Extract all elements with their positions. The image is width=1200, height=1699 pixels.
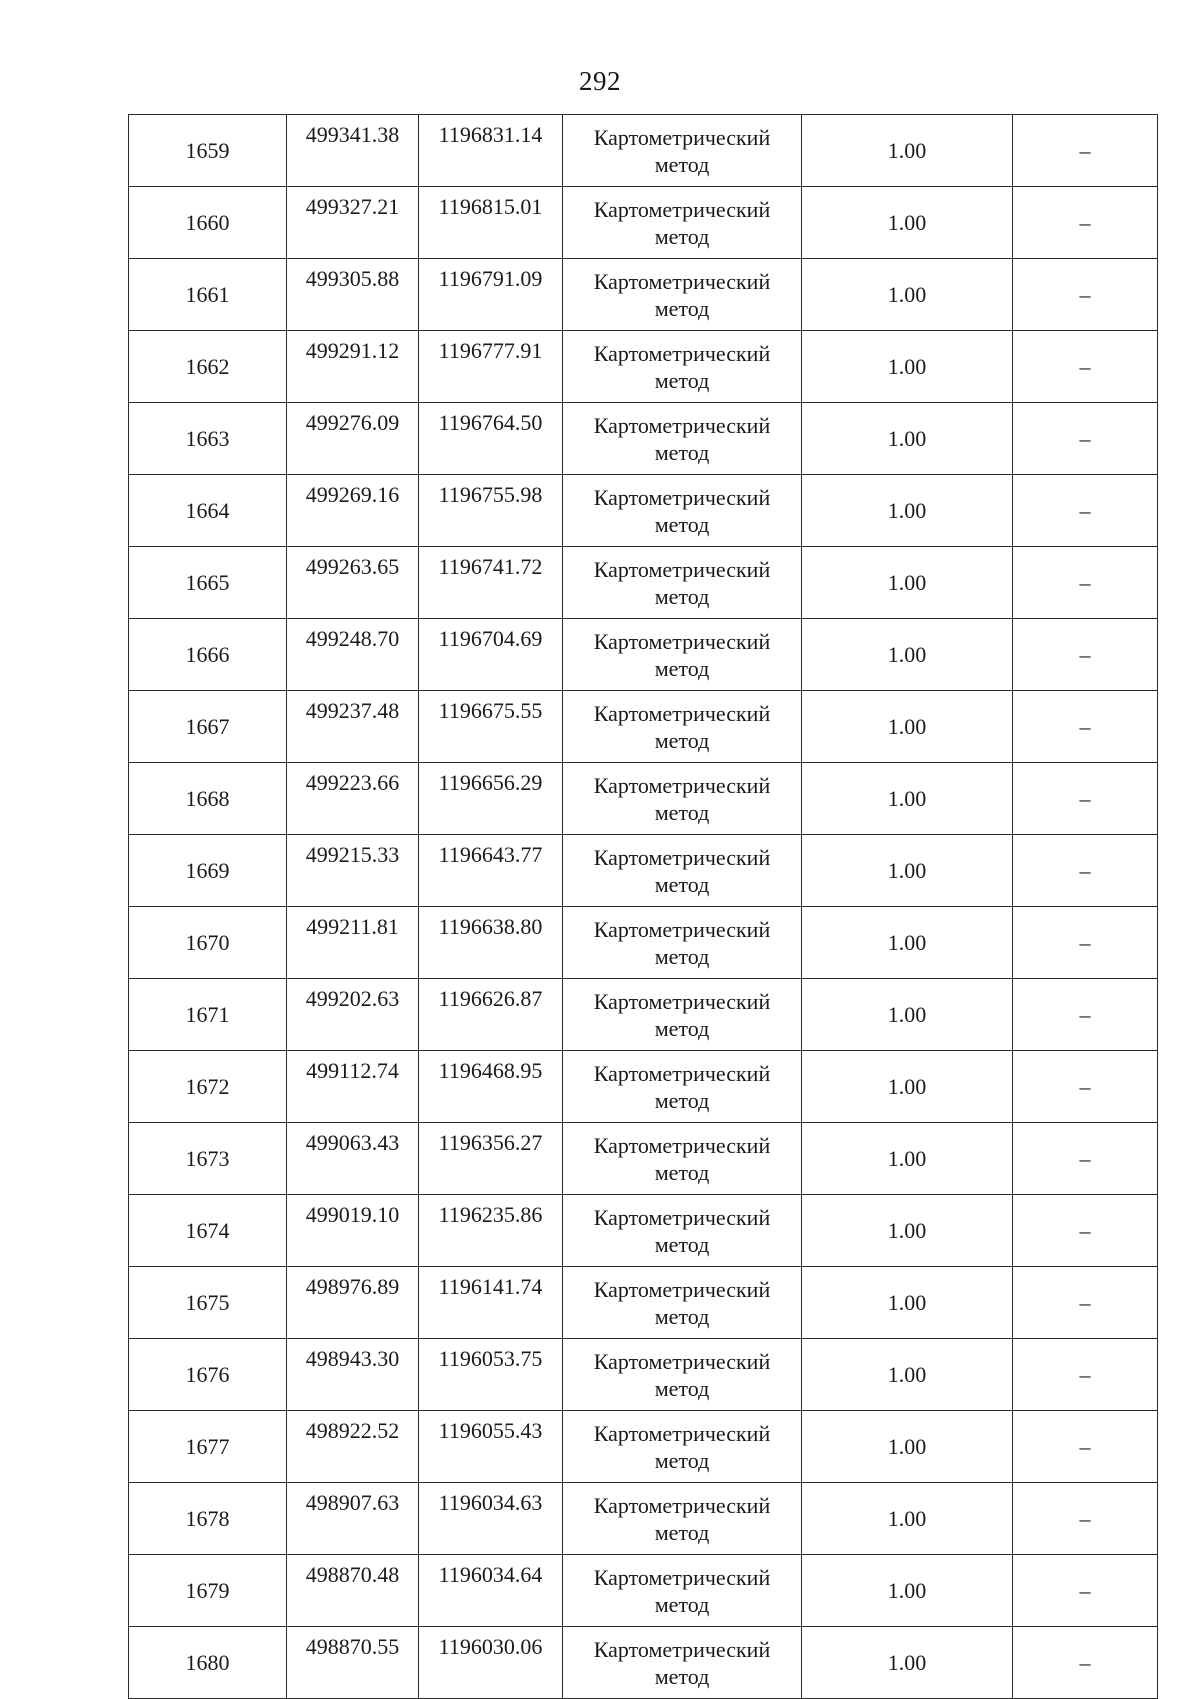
- point-number-cell: 1675: [129, 1267, 287, 1339]
- y-coordinate-cell: 1196034.63: [419, 1483, 563, 1555]
- accuracy-cell: 1.00: [802, 1339, 1013, 1411]
- method-text-line-2: метод: [654, 655, 710, 681]
- point-number-cell: 1670: [129, 907, 287, 979]
- table-row: [129, 835, 1158, 907]
- point-number-cell: 1680: [129, 1627, 287, 1699]
- description-cell: –: [1013, 619, 1158, 691]
- description-cell: –: [1013, 547, 1158, 619]
- description-cell: –: [1013, 403, 1158, 475]
- method-text-line-1: Картометрический: [593, 628, 771, 654]
- description-cell: –: [1013, 1051, 1158, 1123]
- accuracy-cell: 1.00: [802, 907, 1013, 979]
- y-coordinate-cell: 1196815.01: [419, 187, 563, 259]
- method-text-line-2: метод: [654, 223, 710, 249]
- description-cell: –: [1013, 1483, 1158, 1555]
- accuracy-cell: 1.00: [802, 763, 1013, 835]
- y-coordinate-cell: 1196764.50: [419, 403, 563, 475]
- x-coordinate-cell: 498870.55: [287, 1627, 419, 1699]
- description-cell: –: [1013, 691, 1158, 763]
- point-number-cell: 1677: [129, 1411, 287, 1483]
- x-coordinate-cell: 498870.48: [287, 1555, 419, 1627]
- table-row: [129, 1627, 1158, 1699]
- y-coordinate-cell: 1196831.14: [419, 115, 563, 187]
- y-coordinate-cell: 1196656.29: [419, 763, 563, 835]
- method-cell: [563, 1123, 802, 1195]
- table-row: [129, 259, 1158, 331]
- point-number-cell: 1672: [129, 1051, 287, 1123]
- accuracy-cell: 1.00: [802, 979, 1013, 1051]
- method-text-line-2: метод: [654, 367, 710, 393]
- description-cell: –: [1013, 187, 1158, 259]
- method-cell: [563, 835, 802, 907]
- point-number-cell: 1664: [129, 475, 287, 547]
- coordinates-table: [128, 114, 1158, 1699]
- page-number: 292: [579, 66, 621, 96]
- method-cell: [563, 1051, 802, 1123]
- accuracy-cell: 1.00: [802, 1483, 1013, 1555]
- x-coordinate-cell: 499327.21: [287, 187, 419, 259]
- y-coordinate-cell: 1196053.75: [419, 1339, 563, 1411]
- y-coordinate-cell: 1196034.64: [419, 1555, 563, 1627]
- method-cell: [563, 115, 802, 187]
- table-row: [129, 1411, 1158, 1483]
- accuracy-cell: 1.00: [802, 331, 1013, 403]
- point-number-cell: 1667: [129, 691, 287, 763]
- table-row: [129, 1267, 1158, 1339]
- y-coordinate-cell: 1196741.72: [419, 547, 563, 619]
- description-cell: –: [1013, 907, 1158, 979]
- x-coordinate-cell: 499263.65: [287, 547, 419, 619]
- method-text-line-1: Картометрический: [593, 916, 771, 942]
- point-number-cell: 1663: [129, 403, 287, 475]
- y-coordinate-cell: 1196626.87: [419, 979, 563, 1051]
- table-row: [129, 1339, 1158, 1411]
- method-cell: [563, 403, 802, 475]
- description-cell: –: [1013, 1555, 1158, 1627]
- table-row: [129, 1555, 1158, 1627]
- table-row: [129, 691, 1158, 763]
- x-coordinate-cell: 499202.63: [287, 979, 419, 1051]
- method-text-line-2: метод: [654, 1087, 710, 1113]
- method-cell: [563, 691, 802, 763]
- method-text-line-1: Картометрический: [593, 1636, 771, 1662]
- description-cell: –: [1013, 331, 1158, 403]
- method-text-line-1: Картометрический: [593, 556, 771, 582]
- method-text-line-1: Картометрический: [593, 124, 771, 150]
- method-text-line-1: Картометрический: [593, 340, 771, 366]
- method-text-line-1: Картометрический: [593, 700, 771, 726]
- y-coordinate-cell: 1196638.80: [419, 907, 563, 979]
- method-text-line-1: Картометрический: [593, 988, 771, 1014]
- x-coordinate-cell: 499211.81: [287, 907, 419, 979]
- point-number-cell: 1662: [129, 331, 287, 403]
- table-row: [129, 1483, 1158, 1555]
- x-coordinate-cell: 499215.33: [287, 835, 419, 907]
- method-text-line-2: метод: [654, 1231, 710, 1257]
- method-cell: [563, 1555, 802, 1627]
- table-row: [129, 1051, 1158, 1123]
- method-cell: [563, 331, 802, 403]
- y-coordinate-cell: 1196675.55: [419, 691, 563, 763]
- description-cell: –: [1013, 259, 1158, 331]
- table-row: [129, 619, 1158, 691]
- method-text-line-2: метод: [654, 799, 710, 825]
- description-cell: –: [1013, 1267, 1158, 1339]
- accuracy-cell: 1.00: [802, 187, 1013, 259]
- method-cell: [563, 1195, 802, 1267]
- method-text-line-1: Картометрический: [593, 484, 771, 510]
- x-coordinate-cell: 499112.74: [287, 1051, 419, 1123]
- method-text-line-2: метод: [654, 583, 710, 609]
- description-cell: –: [1013, 1195, 1158, 1267]
- table-row: [129, 979, 1158, 1051]
- point-number-cell: 1669: [129, 835, 287, 907]
- accuracy-cell: 1.00: [802, 115, 1013, 187]
- description-cell: –: [1013, 763, 1158, 835]
- x-coordinate-cell: 499019.10: [287, 1195, 419, 1267]
- method-text-line-2: метод: [654, 295, 710, 321]
- method-cell: [563, 979, 802, 1051]
- point-number-cell: 1659: [129, 115, 287, 187]
- table-row: [129, 475, 1158, 547]
- method-text-line-1: Картометрический: [593, 1348, 771, 1374]
- x-coordinate-cell: 498922.52: [287, 1411, 419, 1483]
- method-cell: [563, 1627, 802, 1699]
- coordinates-table-body: [129, 115, 1158, 1699]
- method-text-line-1: Картометрический: [593, 1492, 771, 1518]
- description-cell: –: [1013, 1123, 1158, 1195]
- accuracy-cell: 1.00: [802, 403, 1013, 475]
- y-coordinate-cell: 1196030.06: [419, 1627, 563, 1699]
- accuracy-cell: 1.00: [802, 1627, 1013, 1699]
- method-cell: [563, 1339, 802, 1411]
- y-coordinate-cell: 1196704.69: [419, 619, 563, 691]
- x-coordinate-cell: 499248.70: [287, 619, 419, 691]
- description-cell: –: [1013, 1339, 1158, 1411]
- y-coordinate-cell: 1196777.91: [419, 331, 563, 403]
- accuracy-cell: 1.00: [802, 1051, 1013, 1123]
- accuracy-cell: 1.00: [802, 691, 1013, 763]
- method-text-line-2: метод: [654, 511, 710, 537]
- table-row: [129, 331, 1158, 403]
- method-text-line-1: Картометрический: [593, 1276, 771, 1302]
- y-coordinate-cell: 1196235.86: [419, 1195, 563, 1267]
- point-number-cell: 1678: [129, 1483, 287, 1555]
- x-coordinate-cell: 499269.16: [287, 475, 419, 547]
- method-cell: [563, 1483, 802, 1555]
- method-text-line-2: метод: [654, 1591, 710, 1617]
- y-coordinate-cell: 1196055.43: [419, 1411, 563, 1483]
- method-text-line-2: метод: [654, 1303, 710, 1329]
- method-text-line-2: метод: [654, 727, 710, 753]
- description-cell: –: [1013, 1411, 1158, 1483]
- y-coordinate-cell: 1196356.27: [419, 1123, 563, 1195]
- description-cell: –: [1013, 835, 1158, 907]
- accuracy-cell: 1.00: [802, 835, 1013, 907]
- method-text-line-2: метод: [654, 1375, 710, 1401]
- method-cell: [563, 187, 802, 259]
- table-row: [129, 1195, 1158, 1267]
- method-text-line-1: Картометрический: [593, 1132, 771, 1158]
- point-number-cell: 1666: [129, 619, 287, 691]
- accuracy-cell: 1.00: [802, 1555, 1013, 1627]
- method-text-line-2: метод: [654, 1015, 710, 1041]
- method-text-line-1: Картометрический: [593, 1564, 771, 1590]
- method-text-line-2: метод: [654, 1447, 710, 1473]
- y-coordinate-cell: 1196755.98: [419, 475, 563, 547]
- y-coordinate-cell: 1196791.09: [419, 259, 563, 331]
- method-text-line-2: метод: [654, 1663, 710, 1689]
- point-number-cell: 1671: [129, 979, 287, 1051]
- accuracy-cell: 1.00: [802, 1267, 1013, 1339]
- method-text-line-1: Картометрический: [593, 772, 771, 798]
- method-text-line-2: метод: [654, 151, 710, 177]
- x-coordinate-cell: 499291.12: [287, 331, 419, 403]
- method-cell: [563, 547, 802, 619]
- table-row: [129, 763, 1158, 835]
- description-cell: –: [1013, 475, 1158, 547]
- y-coordinate-cell: 1196141.74: [419, 1267, 563, 1339]
- method-text-line-2: метод: [654, 943, 710, 969]
- point-number-cell: 1676: [129, 1339, 287, 1411]
- accuracy-cell: 1.00: [802, 475, 1013, 547]
- accuracy-cell: 1.00: [802, 259, 1013, 331]
- method-text-line-1: Картометрический: [593, 412, 771, 438]
- accuracy-cell: 1.00: [802, 1411, 1013, 1483]
- description-cell: –: [1013, 979, 1158, 1051]
- point-number-cell: 1668: [129, 763, 287, 835]
- table-row: [129, 187, 1158, 259]
- method-text-line-1: Картометрический: [593, 1204, 771, 1230]
- table-row: [129, 907, 1158, 979]
- method-text-line-2: метод: [654, 871, 710, 897]
- method-cell: [563, 1411, 802, 1483]
- method-text-line-1: Картометрический: [593, 1420, 771, 1446]
- point-number-cell: 1674: [129, 1195, 287, 1267]
- accuracy-cell: 1.00: [802, 619, 1013, 691]
- table-row: [129, 1123, 1158, 1195]
- x-coordinate-cell: 499223.66: [287, 763, 419, 835]
- method-cell: [563, 259, 802, 331]
- method-text-line-1: Картометрический: [593, 268, 771, 294]
- point-number-cell: 1660: [129, 187, 287, 259]
- x-coordinate-cell: 498943.30: [287, 1339, 419, 1411]
- table-row: [129, 115, 1158, 187]
- method-text-line-2: метод: [654, 1519, 710, 1545]
- point-number-cell: 1679: [129, 1555, 287, 1627]
- x-coordinate-cell: 498976.89: [287, 1267, 419, 1339]
- description-cell: –: [1013, 115, 1158, 187]
- table-row: [129, 403, 1158, 475]
- method-cell: [563, 475, 802, 547]
- accuracy-cell: 1.00: [802, 1195, 1013, 1267]
- x-coordinate-cell: 499341.38: [287, 115, 419, 187]
- method-text-line-2: метод: [654, 1159, 710, 1185]
- accuracy-cell: 1.00: [802, 1123, 1013, 1195]
- point-number-cell: 1665: [129, 547, 287, 619]
- table-row: [129, 547, 1158, 619]
- method-text-line-1: Картометрический: [593, 1060, 771, 1086]
- method-cell: [563, 907, 802, 979]
- method-cell: [563, 1267, 802, 1339]
- y-coordinate-cell: 1196468.95: [419, 1051, 563, 1123]
- method-text-line-1: Картометрический: [593, 196, 771, 222]
- method-text-line-1: Картометрический: [593, 844, 771, 870]
- y-coordinate-cell: 1196643.77: [419, 835, 563, 907]
- x-coordinate-cell: 499063.43: [287, 1123, 419, 1195]
- method-cell: [563, 619, 802, 691]
- method-text-line-2: метод: [654, 439, 710, 465]
- accuracy-cell: 1.00: [802, 547, 1013, 619]
- x-coordinate-cell: 499305.88: [287, 259, 419, 331]
- point-number-cell: 1661: [129, 259, 287, 331]
- description-cell: –: [1013, 1627, 1158, 1699]
- x-coordinate-cell: 498907.63: [287, 1483, 419, 1555]
- method-cell: [563, 763, 802, 835]
- point-number-cell: 1673: [129, 1123, 287, 1195]
- x-coordinate-cell: 499237.48: [287, 691, 419, 763]
- x-coordinate-cell: 499276.09: [287, 403, 419, 475]
